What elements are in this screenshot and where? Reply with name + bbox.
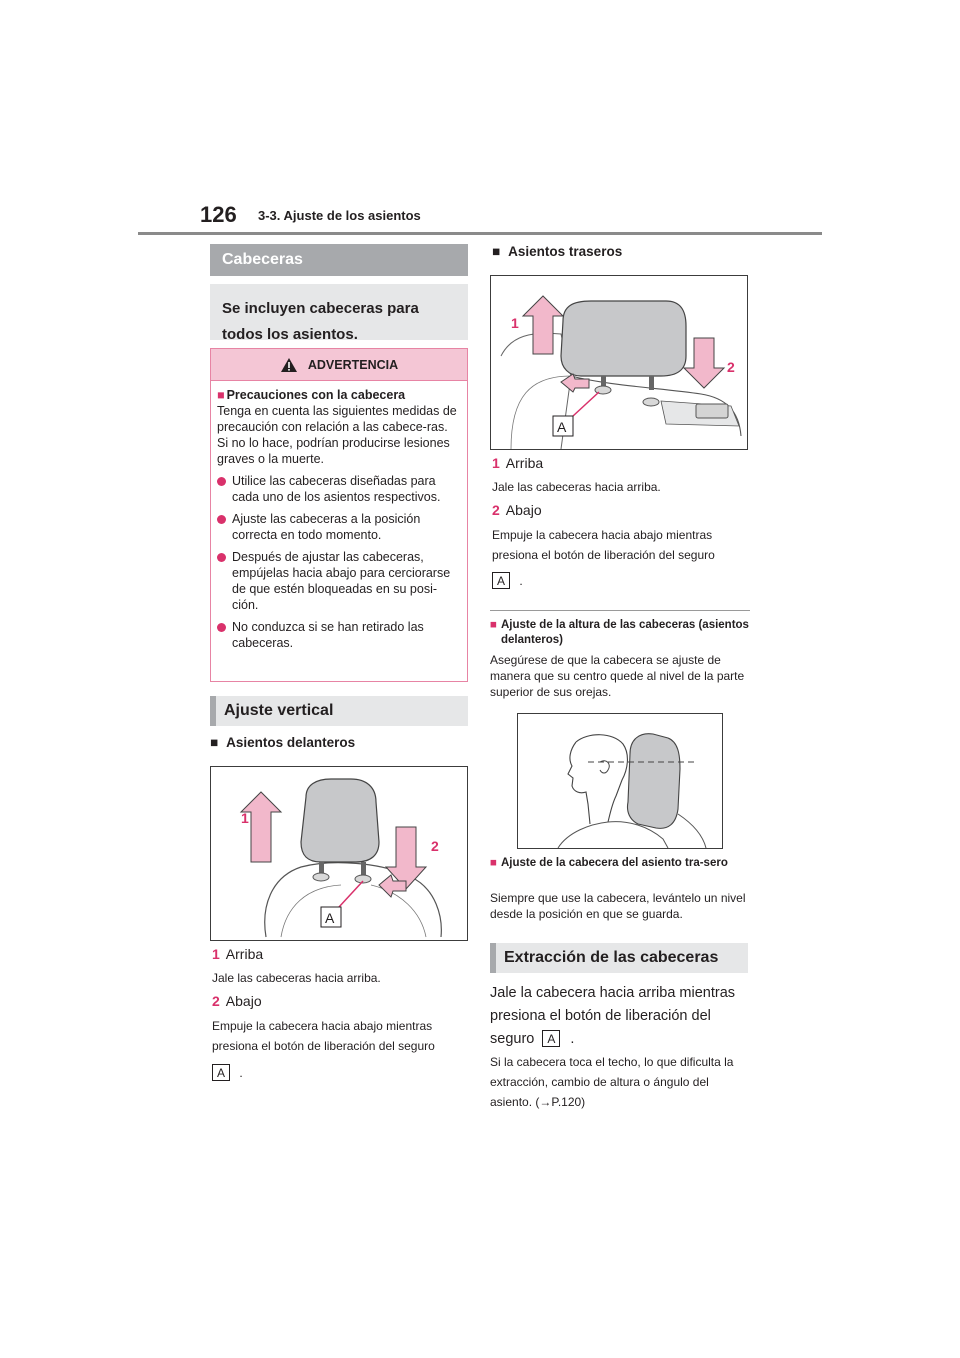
warning-bullet: No conduzca si se han retirado las cabeceras.: [217, 619, 461, 651]
extraccion-seguro: seguro A .: [490, 1031, 575, 1047]
warning-text-2: Si no lo hace, podrían producirse lesiones graves o la muerte.: [217, 436, 450, 466]
rear-headrest-figure: [490, 275, 748, 450]
note-front-height-heading: ■ Ajuste de la altura de las cabeceras (asientos delanteros): [490, 619, 749, 646]
bullet-dot-icon: [217, 623, 226, 632]
figure-label-1: 1: [241, 810, 249, 826]
bullet-dot-icon: [217, 515, 226, 524]
warning-title-bar: [211, 349, 467, 381]
front-step-2: 2 Abajo: [212, 993, 262, 1009]
cabeceras-title: Cabeceras: [210, 244, 468, 276]
head-position-figure: [517, 713, 723, 849]
note-rear-headrest-heading: ■ Ajuste de la cabecera del asiento tra-sero: [490, 857, 728, 869]
note-front-height-text: Asegúrese de que la cabecera se ajuste de manera que su centro quede al nivel de la parte superior de sus orejas.: [490, 653, 745, 699]
front-button-ref: A .: [212, 1064, 243, 1081]
rear-headrest-illustration: [491, 276, 747, 449]
front-step-1-text: Jale las cabeceras hacia arriba.: [212, 971, 381, 985]
figure-label-2: 2: [431, 838, 439, 854]
warning-bullet: Después de ajustar las cabeceras, empújelas hacia abajo para cerciorarse de que estén bloqueadas en su posi-ción.: [217, 549, 461, 613]
extraccion-note: Si la cabecera toca el techo, lo que dificulta la extracción, cambio de altura o ángulo del asiento. (→P.120): [490, 1055, 734, 1109]
rear-step-2-text: Empuje la cabecera hacia abajo mientras presiona el botón de liberación del seguro: [492, 528, 715, 562]
front-headrest-illustration: [211, 767, 467, 940]
page-number: 126: [200, 202, 237, 227]
rear-step-1: 1 Arriba: [492, 455, 544, 471]
rear-seats-heading: ■ Asientos traseros: [492, 244, 623, 259]
figure-label-a: A: [325, 910, 335, 926]
rear-step-2: 2 Abajo: [492, 502, 542, 518]
warning-icon: [280, 357, 298, 373]
front-seats-heading: ■ Asientos delanteros: [210, 735, 356, 750]
header-rule: [138, 232, 822, 235]
front-headrest-figure: [210, 766, 468, 941]
intro-box: [210, 284, 468, 343]
bullet-dot-icon: [217, 553, 226, 562]
figure-label-a: A: [557, 419, 567, 435]
rear-button-ref: A .: [492, 572, 523, 589]
warning-bullet: Ajuste las cabeceras a la posición correcta en todo momento.: [217, 511, 461, 543]
warning-text: Tenga en cuenta las siguientes medidas de precaución con relación a las cabece-ras.: [217, 404, 457, 434]
warning-subtitle: ■ Precauciones con la cabecera: [217, 388, 406, 402]
release-button-a-icon: A: [542, 1030, 560, 1047]
front-step-1: 1 Arriba: [212, 946, 264, 962]
bullet-dot-icon: [217, 477, 226, 486]
head-position-illustration: [518, 714, 722, 848]
divider: [490, 610, 750, 611]
front-step-2-text: Empuje la cabecera hacia abajo mientras presiona el botón de liberación del seguro: [212, 1019, 435, 1053]
section-title: 3-3. Ajuste de los asientos: [258, 208, 421, 223]
figure-label-2: 2: [727, 359, 735, 375]
release-button-a-icon: A: [212, 1064, 230, 1081]
ajuste-vertical-title: Ajuste vertical: [210, 696, 468, 726]
extraccion-text: Jale la cabecera hacia arriba mientras presiona el botón de liberación del: [490, 985, 736, 1024]
extraccion-title: Extracción de las cabeceras: [490, 943, 748, 973]
note-rear-headrest-text: Siempre que use la cabecera, levántelo un nivel desde la posición en que se guarda.: [490, 891, 746, 921]
warning-bullet: Utilice las cabeceras diseñadas para cada uno de los asientos respectivos.: [217, 473, 461, 505]
figure-label-1: 1: [511, 315, 519, 331]
release-button-a-icon: A: [492, 572, 510, 589]
warning-title: ADVERTENCIA: [307, 357, 399, 372]
intro-text: Se incluyen cabeceras para todos los asientos.: [222, 300, 419, 343]
warning-box: [210, 348, 468, 682]
rear-step-1-text: Jale las cabeceras hacia arriba.: [492, 480, 661, 494]
warning-body: [211, 381, 467, 651]
